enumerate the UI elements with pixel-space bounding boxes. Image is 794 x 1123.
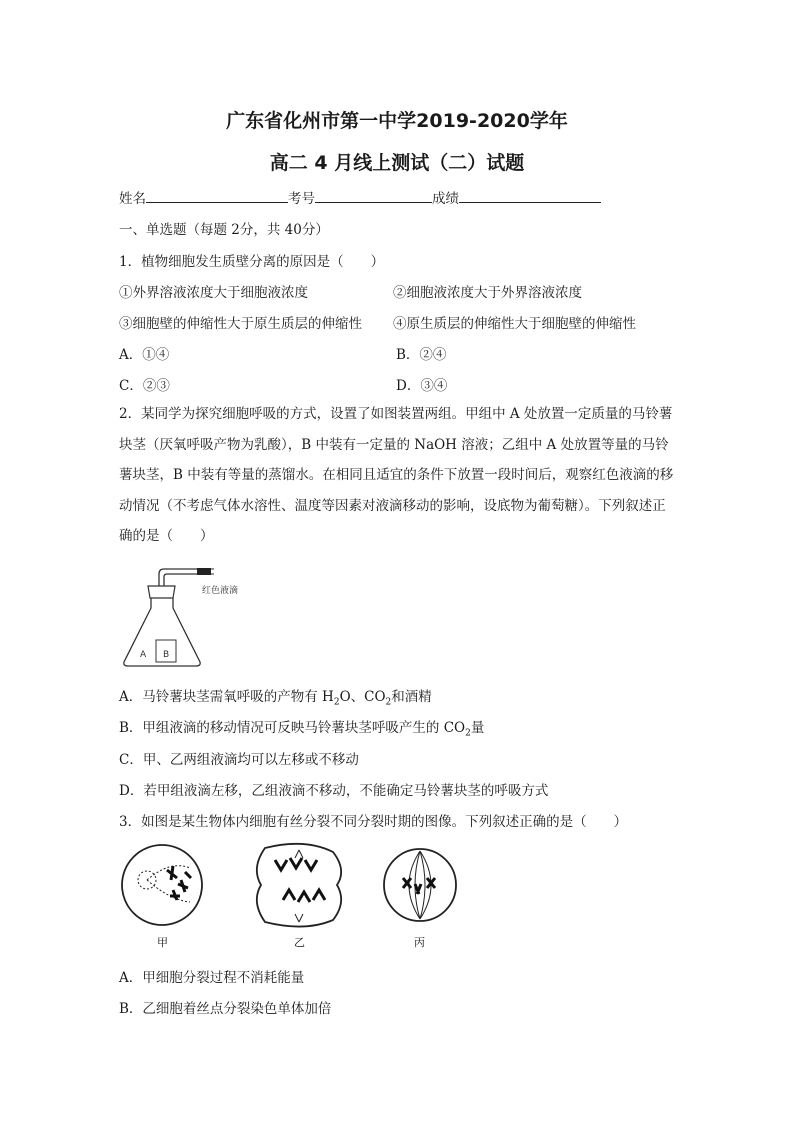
label-a: A	[140, 650, 147, 660]
q1-option-b: B．②④	[396, 347, 447, 363]
q2-option-a: A．马铃薯块茎需氧呼吸的产物有 $H_2O$、$CO_2$和酒精	[119, 689, 432, 708]
exam-number-blank[interactable]	[315, 188, 432, 203]
q1-option-a: A．①④	[119, 347, 170, 363]
label-bing: 丙	[414, 936, 425, 949]
student-info-line	[119, 187, 601, 207]
score-label: 成绩	[432, 191, 459, 207]
exam-title-line1: 广东省化州市第一中学2019-2020学年	[226, 110, 568, 132]
q2-option-c: C．甲、乙两组液滴均可以左移或不移动	[119, 752, 359, 768]
q1-item-3: ③细胞壁的伸缩性大于原生质层的伸缩性	[119, 316, 362, 332]
q2-option-b: B．甲组液滴的移动情况可反映马铃薯块茎呼吸产生的 $CO_2$量	[119, 720, 485, 739]
cell-yi	[257, 844, 341, 927]
q3-option-a: A．甲细胞分裂过程不消耗能量	[119, 970, 305, 986]
flask-apparatus-figure	[118, 562, 253, 670]
q3-option-b: B．乙细胞着丝点分裂染色单体加倍	[119, 1001, 332, 1017]
q2-option-d: D．若甲组液滴左移，乙组液滴不移动，不能确定马铃薯块茎的呼吸方式	[119, 783, 549, 799]
exam-title-line2: 高二 4 月线上测试（二）试题	[269, 152, 525, 174]
q1-item-1: ①外界溶液浓度大于细胞液浓度	[119, 285, 308, 301]
score-blank[interactable]	[459, 188, 601, 203]
name-label: 姓名	[119, 191, 146, 207]
red-droplet	[197, 568, 211, 575]
q1-stem: 1．植物细胞发生质壁分离的原因是（ ）	[119, 254, 385, 270]
q1-option-d: D．③④	[396, 378, 448, 394]
cell-bing	[384, 849, 456, 921]
droplet-label: 红色液滴	[202, 586, 239, 596]
q3-stem: 3．如图是某生物体内细胞有丝分裂不同分裂时期的图像。下列叙述正确的是（ ）	[119, 814, 628, 830]
name-blank[interactable]	[146, 188, 288, 203]
label-yi: 乙	[294, 936, 305, 949]
label-jia: 甲	[157, 936, 168, 949]
q1-item-2: ②细胞液浓度大于外界溶液浓度	[393, 285, 582, 301]
mitosis-cells-figure	[115, 840, 465, 952]
label-b: B	[163, 650, 170, 660]
cell-jia	[122, 845, 202, 925]
q1-option-c: C．②③	[119, 378, 170, 394]
exam-number-label: 考号	[288, 191, 315, 207]
q1-item-4: ④原生质层的伸缩性大于细胞壁的伸缩性	[393, 316, 636, 332]
section-heading: 一、单选题（每题 2分，共 40分）	[119, 222, 329, 238]
q2-stem: 2．某同学为探究细胞呼吸的方式，设置了如图装置两组。甲组中 A 处放置一定质量的马铃薯块茎（厌氧呼吸产物为乳酸），B 中装有一定量的 NaOH 溶液；乙组中 A 处放置等量的马铃薯块茎，B 中装有等量的蒸馏水。在相同且适宜的条件下放置一段时间后，观察红色液滴的移动情况（不考虑气体水溶性、温度等因素对液滴移动的影响，设底物为葡萄糖）。下列叙述正确的是（ ）	[119, 406, 674, 544]
